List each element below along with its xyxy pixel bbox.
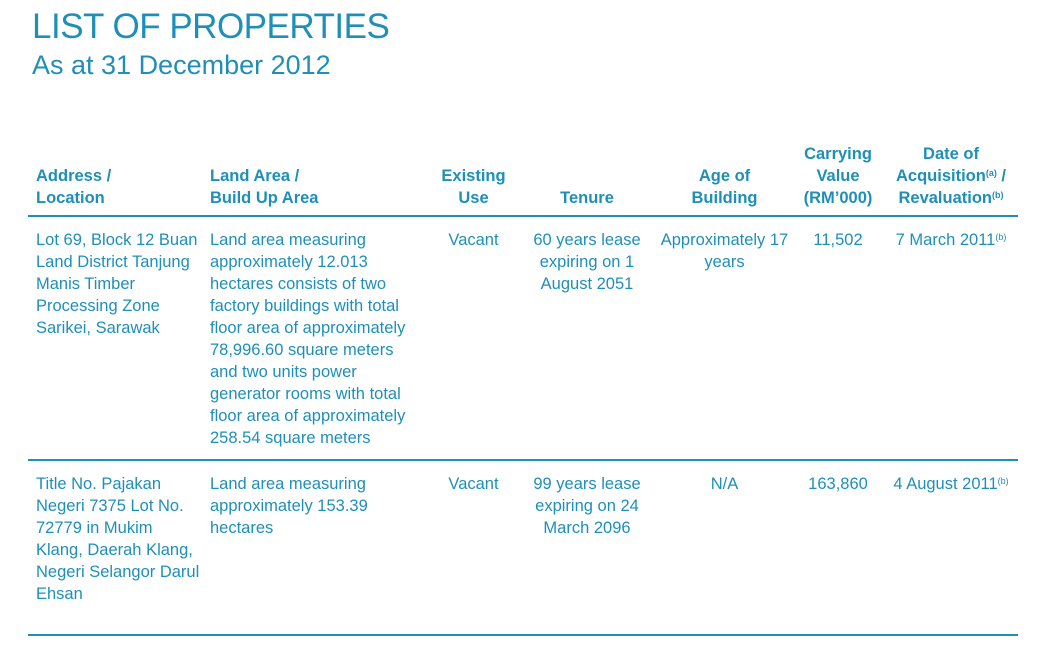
column-header-address-line1: Address / — [36, 167, 112, 185]
cell-tenure: 60 years lease expiring on 1 August 2051 — [533, 231, 641, 293]
column-header-land-area — [202, 143, 422, 216]
cell-date-footnote: (b) — [997, 476, 1009, 486]
column-header-age-line1: Age of — [698, 167, 751, 185]
cell-existing-use: Vacant — [448, 231, 499, 249]
cell-existing-use: Vacant — [448, 475, 499, 493]
column-header-date-line2: Acquisition — [895, 167, 986, 185]
column-header-date-line1: Date of — [923, 145, 979, 163]
cell-land-area: Land area measuring approximately 12.013 hectares consists of two factory buildings with total floor area of approximately 78,996.60 square meters and two units power generator rooms with total floor area of approximately 258.54 square meters — [210, 231, 406, 447]
cell-date — [876, 460, 1018, 635]
footnote-marker-a: (a) — [985, 168, 997, 178]
column-header-date-line3: Revaluation — [898, 189, 993, 207]
column-header-tenure — [517, 143, 649, 216]
table-row — [28, 460, 1018, 635]
cell-address: Lot 69, Block 12 Buan Land District Tanjung Manis Timber Processing Zone Sarikei, Sarawak — [36, 231, 198, 337]
cell-age: Approximately 17 years — [660, 231, 789, 271]
cell-date-text: 4 August 2011 — [893, 475, 998, 493]
cell-carrying-value: 163,860 — [808, 475, 868, 493]
table-row — [28, 216, 1018, 460]
cell-date-text: 7 March 2011 — [895, 231, 996, 249]
page-subtitle: As at 31 December 2012 — [32, 50, 331, 80]
column-header-value-line1: Carrying — [804, 145, 872, 163]
table-header-row — [28, 143, 1018, 216]
cell-age: N/A — [710, 475, 739, 493]
column-header-land-line2: Build Up Area — [210, 189, 319, 207]
cell-tenure: 99 years lease expiring on 24 March 2096 — [533, 475, 641, 537]
footnote-marker-b: (b) — [992, 190, 1004, 200]
column-header-carrying-value — [792, 143, 876, 216]
column-header-existing-use — [422, 143, 517, 216]
cell-address: Title No. Pajakan Negeri 7375 Lot No. 72779 in Mukim Klang, Daerah Klang, Negeri Selangor Darul Ehsan — [36, 475, 200, 603]
properties-table — [28, 143, 1018, 636]
column-header-age-line2: Building — [691, 189, 758, 207]
cell-land-area: Land area measuring approximately 153.39 hectares — [210, 475, 368, 537]
cell-date-footnote: (b) — [995, 232, 1007, 242]
column-header-use-line2: Use — [458, 189, 489, 207]
column-header-land-line1: Land Area / — [210, 167, 300, 185]
column-header-date-separator: / — [996, 167, 1006, 185]
column-header-age — [649, 143, 792, 216]
column-header-date — [876, 143, 1018, 216]
cell-date — [876, 216, 1018, 460]
cell-carrying-value: 11,502 — [813, 231, 863, 249]
column-header-value-line3: (RM’000) — [803, 189, 873, 207]
page-title: LIST OF PROPERTIES — [32, 7, 390, 46]
column-header-tenure-label: Tenure — [560, 189, 614, 207]
column-header-address — [28, 143, 202, 216]
column-header-value-line2: Value — [816, 167, 860, 185]
column-header-use-line1: Existing — [441, 167, 506, 185]
column-header-address-line2: Location — [36, 189, 105, 207]
